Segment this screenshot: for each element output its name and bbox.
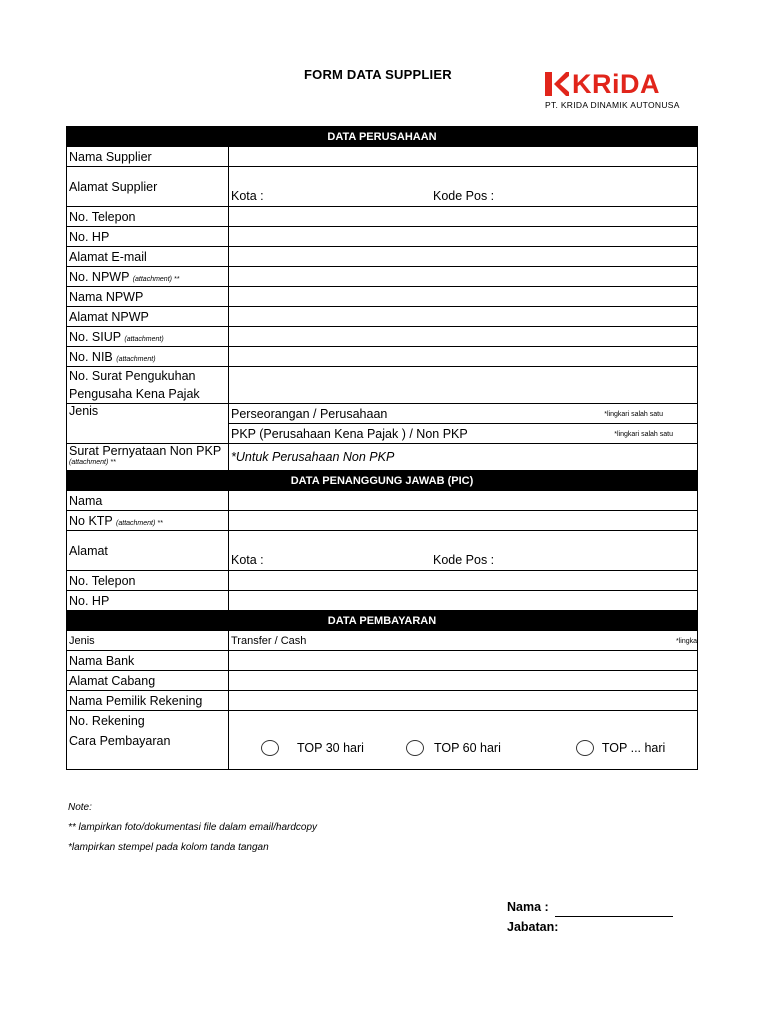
field-pic-nama[interactable]	[229, 491, 698, 511]
field-nama-supplier[interactable]	[229, 147, 698, 167]
option-top-30[interactable]	[261, 740, 364, 756]
label-alamat-supplier: Alamat Supplier	[67, 167, 229, 207]
supplier-form-table	[66, 126, 698, 770]
option-top-30-label: TOP 30 hari	[297, 741, 364, 755]
label-payment-jenis: Jenis	[67, 631, 229, 651]
field-no-siup[interactable]	[229, 327, 698, 347]
radio-circle-icon[interactable]	[406, 740, 424, 756]
field-no-hp[interactable]	[229, 227, 698, 247]
label-pkp-line1: No. Surat Pengukuhan	[69, 369, 196, 383]
pic-kode-pos-label: Kode Pos :	[433, 553, 495, 567]
section-data-pembayaran: DATA PEMBAYARAN	[67, 611, 698, 631]
radio-circle-icon[interactable]	[261, 740, 279, 756]
label-no-nib	[67, 347, 229, 367]
option-top-60[interactable]	[406, 740, 501, 756]
label-no-ktp	[67, 511, 229, 531]
field-alamat-npwp[interactable]	[229, 307, 698, 327]
option-top-custom[interactable]	[576, 740, 665, 756]
signature-nama-label: Nama :	[507, 900, 549, 914]
npwp-attachment-note: (attachment) **	[132, 275, 180, 283]
label-no-npwp	[67, 267, 229, 287]
label-pic-hp: No. HP	[67, 591, 229, 611]
label-nama-npwp: Nama NPWP	[67, 287, 229, 307]
label-pic-telepon: No. Telepon	[67, 571, 229, 591]
label-no-siup-text: No. SIUP	[69, 329, 121, 344]
section-data-perusahaan: DATA PERUSAHAAN	[67, 127, 698, 147]
label-rekening-cara	[67, 711, 229, 770]
form-title: FORM DATA SUPPLIER	[304, 67, 452, 82]
pic-kota-label: Kota :	[231, 553, 264, 567]
label-alamat-email: Alamat E-mail	[67, 247, 229, 267]
field-no-ktp[interactable]	[229, 511, 698, 531]
field-alamat-cabang[interactable]	[229, 671, 698, 691]
payment-jenis-value: Transfer / Cash	[231, 634, 307, 647]
label-non-pkp	[67, 444, 229, 471]
note-label: Note:	[68, 802, 92, 813]
notes	[68, 798, 317, 858]
label-no-nib-text: No. NIB	[69, 349, 113, 364]
label-cara-pembayaran: Cara Pembayaran	[69, 734, 171, 748]
field-cara-pembayaran	[229, 711, 698, 770]
label-no-telepon: No. Telepon	[67, 207, 229, 227]
krida-logo-icon	[545, 72, 569, 96]
field-jenis-2[interactable]	[229, 424, 698, 444]
nib-attachment-note: (attachment)	[116, 355, 156, 363]
signature-nama-line[interactable]	[555, 903, 673, 917]
field-nama-pemilik[interactable]	[229, 691, 698, 711]
label-no-npwp-text: No. NPWP	[69, 269, 130, 284]
jenis-note-1: *lingkari salah satu	[604, 410, 663, 418]
option-top-custom-label: TOP ... hari	[601, 741, 666, 755]
field-no-nib[interactable]	[229, 347, 698, 367]
note-line-2: *lampirkan stempel pada kolom tanda tangan	[68, 842, 269, 853]
field-nama-bank[interactable]	[229, 651, 698, 671]
jenis-note-2: *lingkari salah satu	[614, 430, 673, 438]
field-alamat-supplier[interactable]	[229, 167, 698, 207]
field-pic-telepon[interactable]	[229, 571, 698, 591]
label-no-siup	[67, 327, 229, 347]
note-line-1: ** lampirkan foto/dokumentasi file dalam email/hardcopy	[68, 822, 318, 833]
option-top-60-label: TOP 60 hari	[433, 741, 501, 755]
label-alamat-npwp: Alamat NPWP	[67, 307, 229, 327]
kode-pos-label: Kode Pos :	[433, 189, 495, 203]
label-no-ktp-text: No KTP	[69, 513, 113, 528]
signature-nama	[507, 897, 673, 917]
label-no-rekening: No. Rekening	[69, 714, 145, 728]
krida-logo	[545, 70, 690, 112]
label-non-pkp-text: Surat Pernyataan Non PKP	[69, 444, 222, 458]
logo-wordmark: KRiDA	[572, 69, 660, 99]
signature-block	[507, 897, 673, 937]
label-no-hp: No. HP	[67, 227, 229, 247]
label-pic-nama: Nama	[67, 491, 229, 511]
section-data-pic: DATA PENANGGUNG JAWAB (PIC)	[67, 471, 698, 491]
label-alamat-cabang: Alamat Cabang	[67, 671, 229, 691]
siup-attachment-note: (attachment)	[124, 335, 164, 343]
jenis-option-2: PKP (Perusahaan Kena Pajak ) / Non PKP	[231, 426, 468, 441]
supplier-form	[66, 126, 697, 770]
radio-circle-icon[interactable]	[576, 740, 594, 756]
signature-jabatan: Jabatan:	[507, 920, 559, 934]
field-pic-alamat[interactable]	[229, 531, 698, 571]
label-jenis: Jenis	[67, 404, 229, 444]
label-nama-supplier: Nama Supplier	[67, 147, 229, 167]
label-nama-bank: Nama Bank	[67, 651, 229, 671]
kota-label: Kota :	[231, 189, 264, 203]
field-pic-hp[interactable]	[229, 591, 698, 611]
ktp-attachment-note: (attachment) **	[116, 519, 163, 527]
logo-subtitle: PT. KRIDA DINAMIK AUTONUSA	[545, 100, 680, 110]
payment-jenis-note: *lingka	[675, 637, 697, 645]
jenis-option-1: Perseorangan / Perusahaan	[231, 406, 388, 421]
field-no-npwp[interactable]	[229, 267, 698, 287]
field-non-pkp[interactable]: *Untuk Perusahaan Non PKP	[229, 444, 698, 471]
field-nama-npwp[interactable]	[229, 287, 698, 307]
label-nama-pemilik: Nama Pemilik Rekening	[67, 691, 229, 711]
label-no-surat-pkp	[67, 367, 229, 404]
field-no-telepon[interactable]	[229, 207, 698, 227]
field-jenis-1[interactable]	[229, 404, 698, 424]
field-alamat-email[interactable]	[229, 247, 698, 267]
label-pic-alamat: Alamat	[67, 531, 229, 571]
field-payment-jenis[interactable]	[229, 631, 698, 651]
field-no-surat-pkp[interactable]	[229, 367, 698, 404]
non-pkp-attachment-note: (attachment) **	[69, 459, 116, 466]
label-pkp-line2: Pengusaha Kena Pajak	[69, 387, 200, 401]
